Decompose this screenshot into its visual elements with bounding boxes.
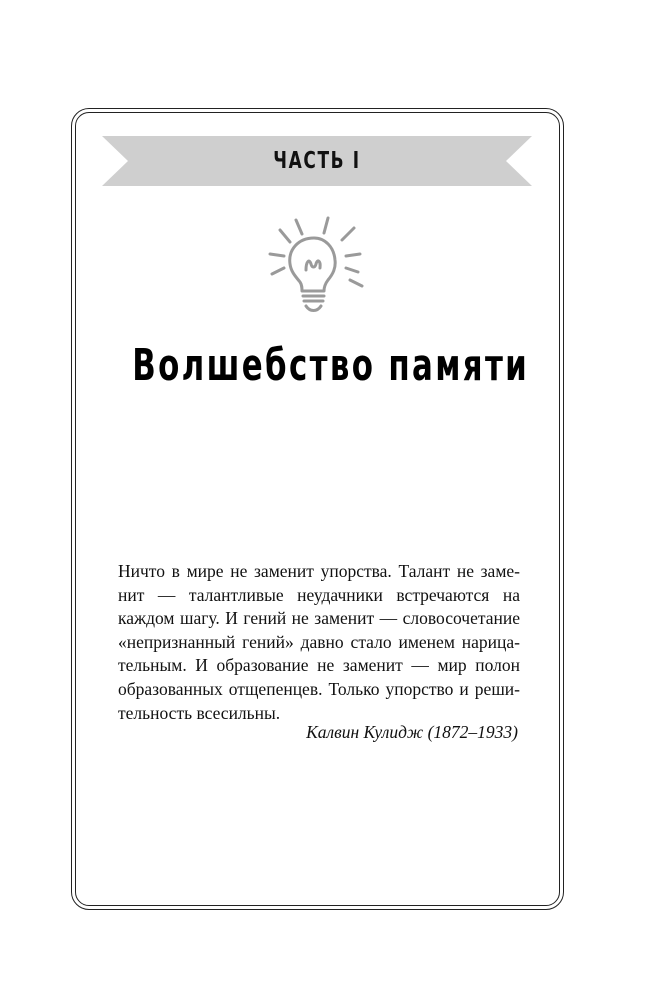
epigraph-line: нит — талантливые неудачники встречаются на xyxy=(118,584,520,605)
chapter-title: Волшебство памяти xyxy=(132,340,530,391)
epigraph-line: образованных отщепенцев. Только упорство и реши- xyxy=(118,678,520,699)
lightbulb-icon xyxy=(262,214,374,322)
epigraph-text xyxy=(118,560,520,725)
part-banner xyxy=(102,136,532,186)
epigraph-line: каждом шагу. И гений не заменит — словосочетание xyxy=(118,608,520,629)
epigraph-line: Ничто в мире не заменит упорства. Талант не заме- xyxy=(118,561,520,581)
epigraph-line: тельность всесильны. xyxy=(118,702,281,723)
epigraph-attribution: Калвин Кулидж (1872–1933) xyxy=(306,722,518,742)
part-label: ЧАСТЬ I xyxy=(273,148,361,174)
epigraph-line: тельным. И образование не заменит — мир полон xyxy=(118,655,520,676)
epigraph-line: «непризнанный гений» давно стало именем нарица- xyxy=(118,631,520,652)
